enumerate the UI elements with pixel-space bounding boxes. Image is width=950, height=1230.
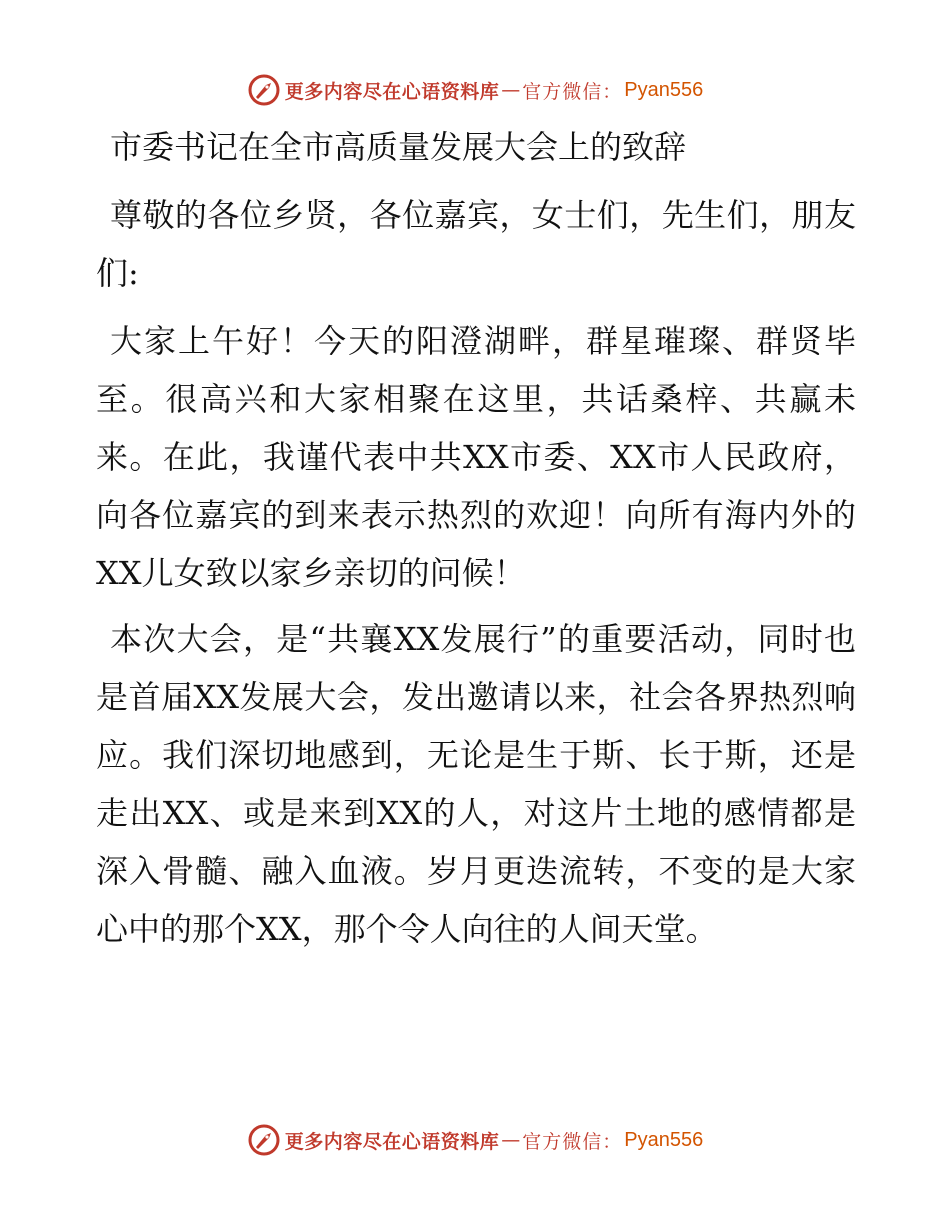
banner-dash: — bbox=[501, 79, 521, 101]
banner-dash: — bbox=[501, 1129, 521, 1151]
pen-nib-logo-icon bbox=[247, 73, 281, 107]
banner-main-text: 更多内容尽在心语资料库 bbox=[284, 1130, 500, 1153]
banner-main-text: 更多内容尽在心语资料库 bbox=[284, 80, 500, 103]
banner-wechat-id: Pyan556 bbox=[624, 78, 704, 101]
body-paragraph-1: 大家上午好！今天的阳澄湖畔，群星璀璨、群贤毕至。很高兴和大家相聚在这里，共话桑梓、共赢未来。在此，我谨代表中共XX市委、XX市人民政府，向各位嘉宾的到来表示热烈的欢迎！向所有海内外的XX儿女致以家乡亲切的问候！ bbox=[96, 322, 856, 592]
greeting-paragraph: 尊敬的各位乡贤，各位嘉宾，女士们，先生们，朋友们: bbox=[96, 196, 856, 292]
document-body bbox=[96, 118, 856, 966]
banner-label: 官方微信： bbox=[522, 1130, 623, 1153]
banner-label: 官方微信： bbox=[522, 80, 623, 103]
document-title: 市委书记在全市高质量发展大会上的致辞 bbox=[110, 128, 687, 166]
header-banner bbox=[0, 70, 950, 110]
body-paragraph-2: 本次大会，是“共襄XX发展行”的重要活动，同时也是首届XX发展大会，发出邀请以来，社会各界热烈响应。我们深切地感到，无论是生于斯、长于斯，还是走出XX、或是来到XX的人，对这片土地的感情都是深入骨髓、融入血液。岁月更迭流转，不变的是大家心中的那个XX，那个令人向往的人间天堂。 bbox=[96, 620, 856, 948]
banner-wechat-id: Pyan556 bbox=[624, 1128, 704, 1151]
footer-banner bbox=[0, 1120, 950, 1160]
pen-nib-logo-icon bbox=[247, 1123, 281, 1157]
